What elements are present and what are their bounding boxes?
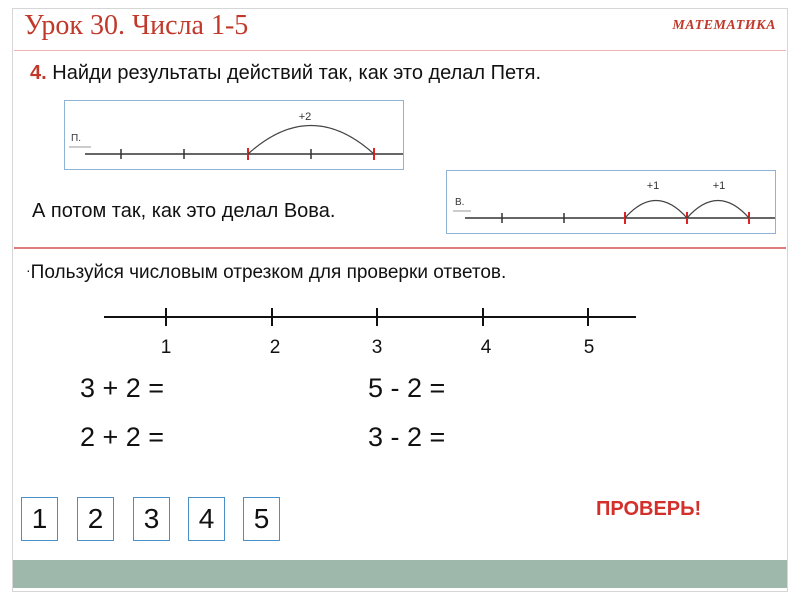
section-divider (14, 247, 786, 249)
vova-arc-2 (687, 201, 749, 219)
equation-left-2: 2 + 2 = (80, 422, 165, 452)
answer-card-3[interactable]: 3 (133, 497, 170, 541)
task-statement (30, 62, 541, 85)
vova-arc-1 (625, 201, 687, 219)
main-tick-label-5: 5 (583, 337, 595, 357)
equation-right-1: 5 - 2 = (368, 373, 446, 403)
answer-card-2[interactable]: 2 (77, 497, 114, 541)
petya-number-line-box (64, 100, 404, 170)
vova-instruction: А потом так, как это делал Вова. (32, 200, 336, 222)
check-button[interactable]: ПРОВЕРЬ! (596, 498, 702, 520)
main-tick-label-4: 4 (480, 337, 492, 357)
vova-label: В. (455, 197, 465, 208)
answer-card-5[interactable]: 5 (243, 497, 280, 541)
main-tick-label-2: 2 (269, 337, 281, 357)
hint-bullet: · (26, 262, 31, 278)
hint-label: Пользуйся числовым отрезком для проверки ответов. (30, 262, 507, 283)
top-divider (14, 50, 786, 51)
task-number: 4. (30, 62, 47, 84)
hint-text (26, 262, 506, 284)
equation-right-2: 3 - 2 = (368, 422, 446, 452)
vova-number-line-box (446, 170, 776, 234)
petya-label: П. (71, 133, 81, 144)
answer-card-4[interactable]: 4 (188, 497, 225, 541)
task-text: Найди результаты действий так, как это делал Петя. (52, 62, 542, 84)
main-number-line (100, 305, 640, 357)
equation-left-1: 3 + 2 = (80, 373, 165, 403)
petya-number-line (65, 101, 403, 169)
petya-arc-label: +2 (298, 111, 312, 123)
slide-title: Урок 30. Числа 1-5 (24, 10, 249, 41)
main-tick-label-3: 3 (371, 337, 383, 357)
bottom-bar (13, 560, 787, 588)
vova-arc-label-2: +1 (712, 180, 726, 192)
answer-card-1[interactable]: 1 (21, 497, 58, 541)
main-tick-label-1: 1 (160, 337, 172, 357)
vova-arc-label-1: +1 (646, 180, 660, 192)
subject-label: МАТЕМАТИКА (672, 18, 776, 33)
vova-number-line (447, 171, 775, 233)
